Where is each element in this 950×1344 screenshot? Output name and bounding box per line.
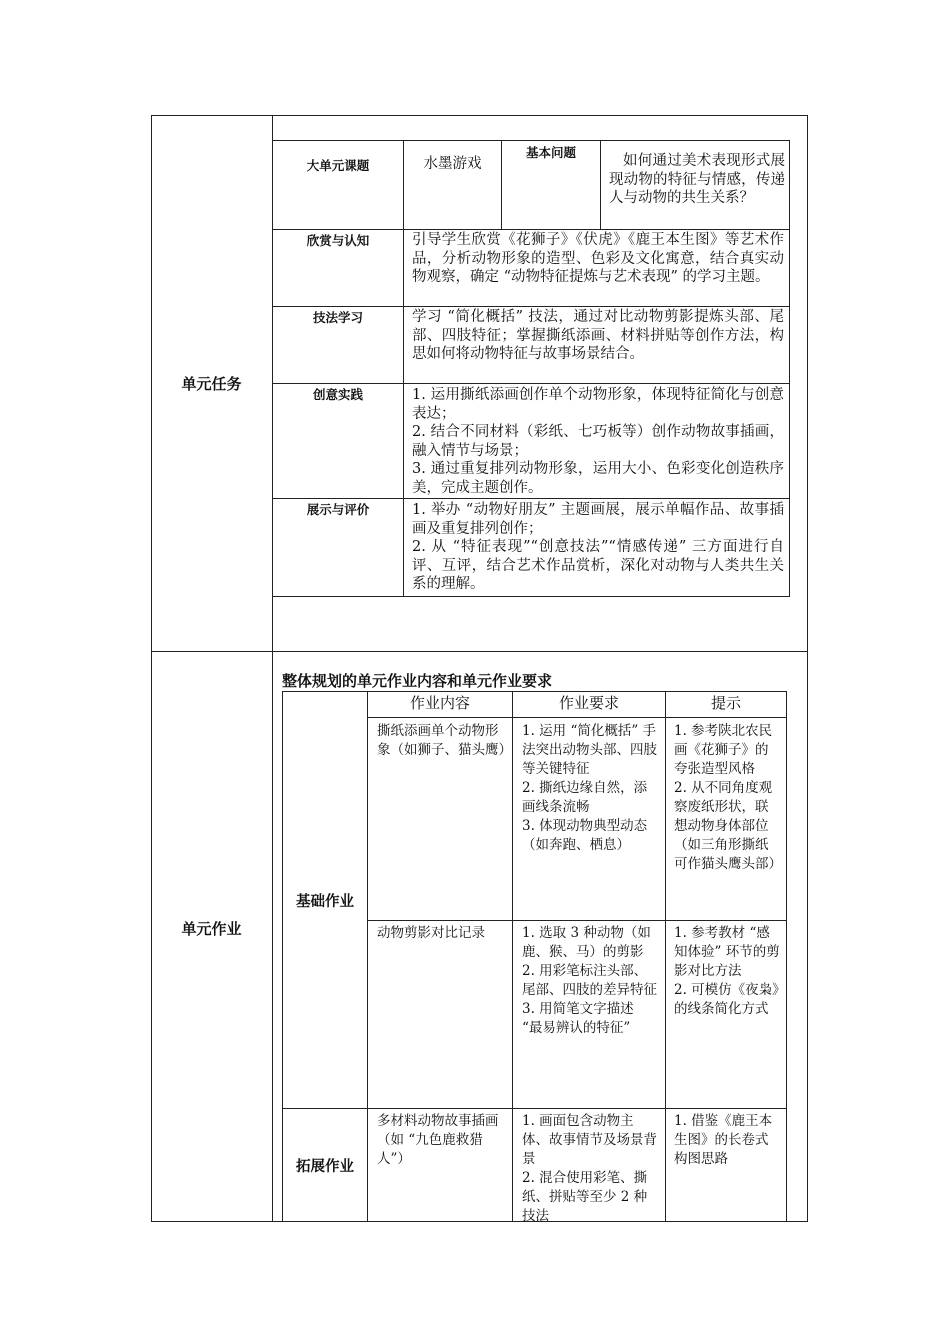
hw3-req-1: 1. 画面包含动物主体、故事情节及场景背景	[522, 1113, 657, 1167]
hw2-tip-2: 2. 可模仿《夜枭》的线条简化方式	[674, 982, 779, 1017]
hw3-tips	[674, 1112, 780, 1169]
hw3-requirements	[522, 1112, 658, 1226]
hw1-tip-2: 2. 从不同角度观察废纸形状，联想动物身体部位（如三角形撕纸可作猫头鹰头部）	[674, 780, 782, 872]
hw2-tips	[674, 924, 780, 1019]
practice-line-1: 1. 运用撕纸添画创作单个动物形象，体现特征简化与创意表达；	[412, 387, 784, 422]
header-tips: 提示	[710, 694, 741, 712]
practice-line-3: 3. 通过重复排列动物形象，运用大小、色彩变化创造秩序美，完成主题创作。	[412, 461, 784, 496]
hw2-req-1: 1. 选取 3 种动物（如鹿、猴、马）的剪影	[522, 925, 651, 960]
practice-line-2: 2. 结合不同材料（彩纸、七巧板等）创作动物故事插画，融入情节与场景；	[412, 424, 784, 459]
hw2-tip-1: 1. 参考教材 “感知体验” 环节的剪影对比方法	[674, 925, 780, 979]
display-label: 展示与评价	[306, 502, 370, 517]
unit-homework-label: 单元作业	[181, 920, 242, 938]
basic-question-label: 基本问题	[525, 145, 576, 160]
hw3-req-2: 2. 混合使用彩笔、撕纸、拼贴等至少 2 种技法	[522, 1170, 648, 1224]
hw1-requirements	[522, 722, 658, 855]
practice-label: 创意实践	[312, 387, 363, 402]
technique-label: 技法学习	[312, 310, 363, 325]
unit-task-label: 单元任务	[181, 375, 242, 393]
big-topic-value: 水墨游戏	[423, 156, 482, 172]
hw2-req-3: 3. 用简笔文字描述 “最易辨认的特征”	[522, 1001, 634, 1036]
hw2-requirements	[522, 924, 658, 1038]
hw1-content: 撕纸添画单个动物形象（如狮子、猫头鹰）	[377, 723, 512, 758]
homework-title: 整体规划的单元作业内容和单元作业要求	[282, 672, 553, 690]
display-line-2: 2. 从 “特征表现”“创意技法”“情感传递” 三方面进行自评、互评，结合艺术作品赏析，深化对动物与人类共生关系的理解。	[412, 539, 784, 592]
hw1-req-2: 2. 撕纸边缘自然，添画线条流畅	[522, 780, 648, 815]
hw3-content: 多材料动物故事插画（如 “九色鹿救猎人”）	[377, 1113, 499, 1167]
display-line-1: 1. 举办 “动物好朋友” 主题画展，展示单幅作品、故事插画及重复排列创作；	[412, 502, 784, 537]
basic-question-value: 如何通过美术表现形式展现动物的特征与情感，传递人与动物的共生关系？	[609, 153, 785, 206]
appreciation-text: 引导学生欣赏《花狮子》《伏虎》《鹿王本生图》等艺术作品，分析动物形象的造型、色彩及文化寓意，结合真实动物观察，确定 “动物特征提炼与艺术表现” 的学习主题。	[412, 232, 784, 285]
technique-text: 学习 “简化概括” 技法，通过对比动物剪影提炼头部、尾部、四肢特征；掌握撕纸添画、材料拼贴等创作方法，构思如何将动物特征与故事场景结合。	[412, 309, 784, 362]
hw1-req-3: 3. 体现动物典型动态（如奔跑、栖息）	[522, 818, 648, 853]
practice-text	[412, 386, 784, 497]
basic-homework-label: 基础作业	[296, 894, 354, 910]
appreciation-label: 欣赏与认知	[306, 233, 370, 248]
hw1-tip-1: 1. 参考陕北农民画《花狮子》的夸张造型风格	[674, 723, 773, 777]
hw2-req-2: 2. 用彩笔标注头部、尾部、四肢的差异特征	[522, 963, 657, 998]
extended-homework-label: 拓展作业	[296, 1159, 354, 1175]
hw2-content: 动物剪影对比记录	[377, 925, 485, 941]
display-text	[412, 501, 784, 594]
big-topic-label: 大单元课题	[306, 158, 370, 173]
hw1-req-1: 1. 运用 “简化概括” 手法突出动物头部、四肢等关键特征	[522, 723, 657, 777]
hw3-tip-1: 1. 借鉴《鹿王本生图》的长卷式构图思路	[674, 1113, 773, 1167]
header-content: 作业内容	[409, 694, 470, 712]
hw1-tips	[674, 722, 780, 874]
header-requirements: 作业要求	[558, 694, 619, 712]
